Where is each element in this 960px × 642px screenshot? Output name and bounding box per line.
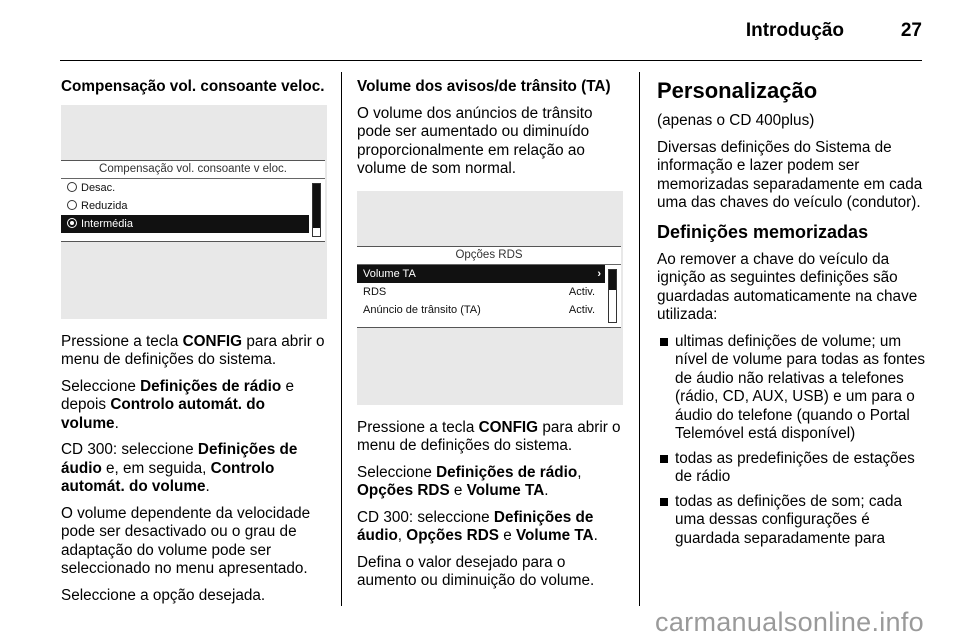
radio-selected-icon bbox=[67, 218, 77, 228]
paragraph: Ao remover a chave do veículo da ignição as seguintes definições são guardadas automaticamente na chave utilizada: bbox=[657, 250, 918, 323]
paragraph: Pressione a tecla CONFIG para abrir o menu de definições do sistema. bbox=[61, 332, 325, 368]
bullet-list bbox=[657, 333, 927, 549]
page-number: 27 bbox=[900, 20, 922, 41]
paragraph: CD 300: seleccione Definições de áudio, Opções RDS e Volume TA. bbox=[357, 508, 598, 544]
screen-option: Reduzida bbox=[61, 197, 325, 215]
scrollbar bbox=[312, 183, 321, 237]
list-item: todas as predefinições de estações de rádio bbox=[657, 450, 927, 487]
display-screen bbox=[61, 160, 325, 242]
screen-figure-speed-volume bbox=[61, 105, 327, 319]
paragraph: Defina o valor desejado para o aumento ou diminuição do volume. bbox=[357, 553, 595, 589]
column-divider bbox=[341, 72, 342, 606]
screen-row: Anúncio de trânsito (TA) Activ. bbox=[363, 303, 595, 316]
watermark: carmanualsonline.info bbox=[655, 607, 924, 637]
paragraph: Seleccione Definições de rádio, Opções RDS e Volume TA. bbox=[357, 463, 582, 499]
paragraph: CD 300: seleccione Definições de áudio e, em seguida, Controlo automát. do volume. bbox=[61, 441, 298, 495]
paragraph: O volume dependente da velocidade pode ser desactivado ou o grau de adaptação do volume pode ser seleccionado no menu apresentado. bbox=[61, 504, 311, 577]
paragraph: Seleccione Definições de rádio e depois Controlo automát. do volume. bbox=[61, 377, 294, 432]
screen-row: RDS Activ. bbox=[363, 285, 595, 298]
section-heading: Volume dos avisos/de trânsito (TA) bbox=[357, 78, 611, 95]
paragraph: O volume dos anúncios de trânsito pode ser aumentado ou diminuído proporcionalmente em relação ao volume de som normal. bbox=[357, 104, 593, 177]
radio-icon bbox=[67, 200, 77, 210]
column-1 bbox=[61, 78, 327, 613]
header-divider bbox=[60, 60, 922, 61]
subsection-title: Definições memorizadas bbox=[657, 221, 869, 242]
screen-title: Opções RDS bbox=[357, 247, 621, 265]
section-title: Introdução bbox=[745, 20, 844, 41]
radio-icon bbox=[67, 182, 77, 192]
chevron-right-icon: › bbox=[597, 267, 601, 280]
list-item: todas as definições de som; cada uma dessas configurações é guardada separadamente para bbox=[657, 493, 927, 549]
screen-row-selected: Volume TA › bbox=[357, 265, 605, 283]
display-screen bbox=[357, 246, 621, 328]
paragraph: Seleccione a opção desejada. bbox=[61, 586, 266, 604]
section-title-personalization: Personalização bbox=[657, 78, 818, 103]
screen-option: Desac. bbox=[61, 179, 325, 197]
screen-figure-rds-options bbox=[357, 191, 623, 405]
screen-title: Compensação vol. consoante v eloc. bbox=[61, 161, 325, 179]
column-3 bbox=[657, 78, 927, 554]
paragraph: Diversas definições do Sistema de informação e lazer podem ser memorizadas separadamente em cada uma das chaves do veículo (condutor). bbox=[657, 138, 923, 211]
column-2 bbox=[357, 78, 625, 599]
screen-option-selected: Intermédia bbox=[61, 215, 309, 233]
list-item: ultimas definições de volume; um nível de volume para todas as fontes de áudio não relativas a telefones (rádio, CD, AUX, USB) e um para o áudio do telefone (quando o Portal Telemóvel está disponível) bbox=[657, 333, 927, 444]
paragraph: Pressione a tecla CONFIG para abrir o menu de definições do sistema. bbox=[357, 418, 621, 454]
scrollbar bbox=[608, 269, 617, 323]
column-divider bbox=[639, 72, 640, 606]
section-heading: Compensação vol. consoante veloc. bbox=[61, 78, 325, 95]
page-header bbox=[0, 0, 960, 62]
note: (apenas o CD 400plus) bbox=[657, 112, 815, 129]
